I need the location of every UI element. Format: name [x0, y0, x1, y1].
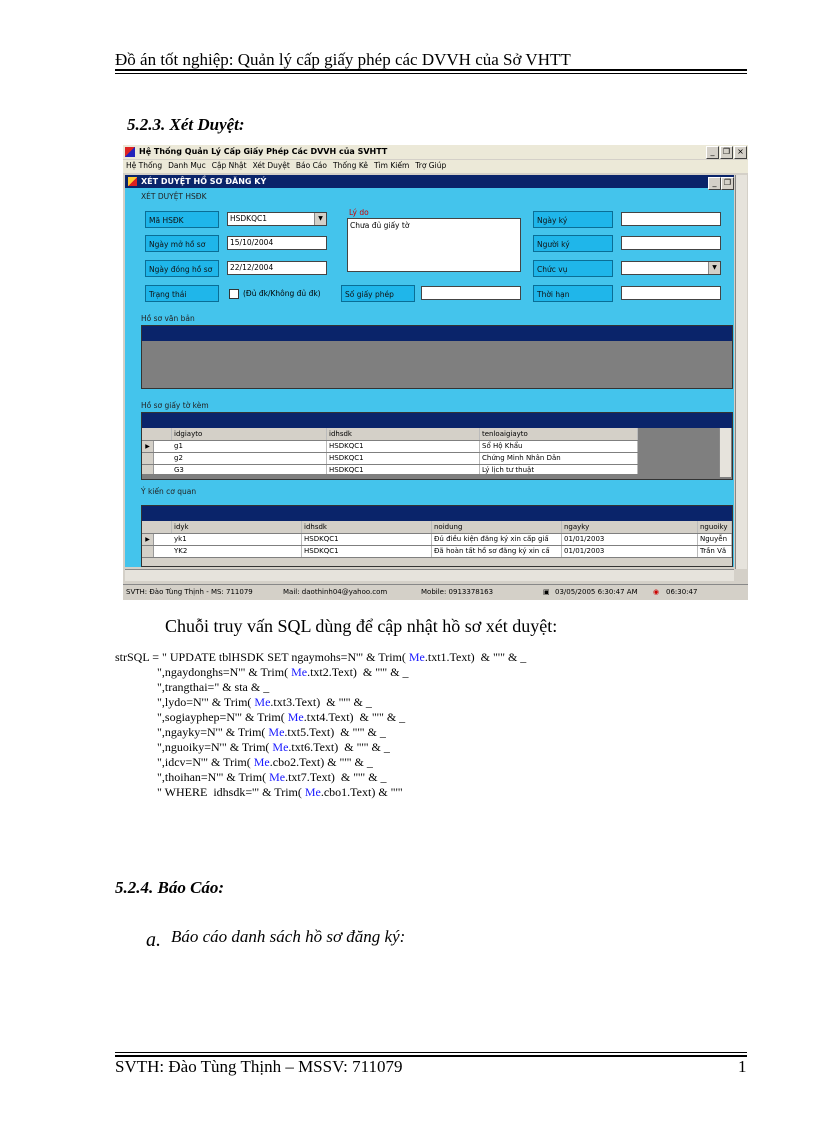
calendar-icon: ▣ [543, 588, 550, 596]
menu-item-bao-cao[interactable]: Báo Cáo [295, 161, 327, 170]
form-icon [128, 177, 137, 186]
page-number: 1 [738, 1057, 747, 1076]
sql-code-block [115, 650, 526, 800]
cell: yk1 [172, 534, 302, 545]
grid2-title: Hồ sơ giấy tờ kèm [141, 401, 209, 410]
ma-hsdk-combo[interactable] [227, 212, 327, 226]
cell: HSDKQC1 [327, 453, 480, 464]
form-titlebar [125, 175, 734, 188]
label-ngay-ky: Ngày ký [533, 211, 613, 228]
header-rule-thin [115, 73, 747, 74]
grid3-hscroll[interactable] [142, 558, 732, 566]
code-line: " WHERE idhsdk='" & Trim( Me.cbo1.Text) & "'" [115, 785, 403, 799]
grid2-header [142, 428, 638, 440]
code-line: ",thoihan=N'" & Trim( Me.txt7.Text) & "'" & _ [115, 770, 387, 784]
label-ly-do: Lý do [349, 208, 369, 217]
ngay-dong-field[interactable]: 22/12/2004 [227, 261, 327, 275]
section-heading-xet-duyet: 5.2.3. Xét Duyệt: [127, 115, 245, 134]
subsection-title: Báo cáo danh sách hồ sơ đăng ký: [171, 927, 406, 946]
menu-item-cap-nhat[interactable]: Cập Nhật [211, 161, 247, 170]
minimize-icon[interactable]: _ [706, 146, 719, 159]
ngay-ky-field[interactable] [621, 212, 721, 226]
label-chuc-vu: Chức vụ [533, 260, 613, 277]
nguoi-ky-field[interactable] [621, 236, 721, 250]
status-clock: 06:30:47 [666, 588, 698, 596]
cell: HSDKQC1 [302, 546, 432, 557]
col-tenloaigiayto[interactable]: tenloaigiayto [480, 428, 638, 440]
code-line: ",sogiayphep=N'" & Trim( Me.txt4.Text) & "'" & _ [115, 710, 406, 724]
label-trang-thai: Trạng thái [145, 285, 219, 302]
status-mobile: Mobile: 0913378163 [421, 588, 494, 596]
col-nguoiky[interactable]: nguoiky [698, 521, 732, 533]
menu-item-danh-muc[interactable]: Danh Mục [168, 161, 206, 170]
table-row[interactable] [142, 546, 732, 557]
cell: g1 [172, 441, 327, 452]
header-rule [115, 69, 747, 71]
form-restore-icon[interactable]: ❐ [721, 177, 734, 190]
label-nguoi-ky: Người ký [533, 235, 613, 252]
col-noidung[interactable]: noidung [432, 521, 562, 533]
ma-hsdk-value: HSDKQC1 [230, 214, 268, 223]
chuc-vu-combo[interactable] [621, 261, 721, 275]
group-title: XÉT DUYỆT HSĐK [141, 192, 207, 201]
table-row[interactable] [142, 465, 638, 474]
document-header: Đồ án tốt nghiệp: Quản lý cấp giấy phép các DVVH của Sở VHTT [115, 50, 571, 69]
giay-to-kem-grid[interactable] [141, 412, 733, 480]
chevron-down-icon[interactable]: ▼ [708, 262, 720, 274]
cell: Đã hoàn tất hồ sơ đăng ký xin cấ [432, 546, 562, 557]
col-idhsdk[interactable]: idhsdk [327, 428, 480, 440]
cell: G3 [172, 465, 327, 474]
label-so-giay-phep: Số giấy phép [341, 285, 415, 302]
code-line: ",ngayky=N'" & Trim( Me.txt5.Text) & "'" & _ [115, 725, 386, 739]
grid3-title: Ý kiến cơ quan [141, 487, 197, 496]
footer-rule-thin [115, 1052, 747, 1053]
code-line: ",lydo=N'" & Trim( Me.txt3.Text) & "'" & _ [115, 695, 372, 709]
code-line: ",ngaydonghs=N'" & Trim( Me.txt2.Text) & "'" & _ [115, 665, 409, 679]
ly-do-field[interactable]: Chưa đủ giấy tờ [347, 218, 521, 272]
menu-item-thong-ke[interactable]: Thống Kê [333, 161, 368, 170]
grid-caption-bar [142, 506, 732, 521]
app-titlebar [123, 145, 748, 159]
grid3-header [142, 521, 732, 533]
cell: YK2 [172, 546, 302, 557]
cell: 01/01/2003 [562, 546, 698, 557]
label-thoi-han: Thời hạn [533, 285, 613, 302]
cell: HSDKQC1 [302, 534, 432, 545]
status-bar [123, 584, 748, 600]
table-row[interactable] [142, 453, 638, 464]
status-mail: Mail: daothinh04@yahoo.com [283, 588, 388, 596]
status-datetime: 03/05/2005 6:30:47 AM [555, 588, 638, 596]
restore-icon[interactable]: ❐ [720, 146, 733, 159]
cell: g2 [172, 453, 327, 464]
menu-item-xet-duyet[interactable]: Xét Duyệt [252, 161, 290, 170]
cell: Chứng Minh Nhân Dân [480, 453, 638, 464]
cell: HSDKQC1 [327, 465, 480, 474]
cell: HSDKQC1 [327, 441, 480, 452]
app-icon [125, 147, 135, 157]
footer-author: SVTH: Đào Tùng Thịnh – MSSV: 711079 [115, 1057, 403, 1076]
chevron-down-icon[interactable]: ▼ [314, 213, 326, 225]
menu-item-tim-kiem[interactable]: Tìm Kiếm [373, 161, 410, 170]
caption: Chuỗi truy vấn SQL dùng để cập nhật hồ sơ xét duyệt: [165, 616, 558, 636]
main-hscroll[interactable] [125, 569, 734, 581]
cell: Đủ điều kiện đăng ký xin cấp giấ [432, 534, 562, 545]
app-screenshot [123, 145, 748, 600]
form-minimize-icon[interactable]: _ [708, 177, 721, 190]
grid1-title: Hồ sơ văn bản [141, 314, 195, 323]
grid-caption-bar [142, 326, 732, 341]
code-line: strSQL = " UPDATE tblHSDK SET ngaymohs=N'" & Trim( Me.txt1.Text) & "'" & _ [115, 650, 527, 664]
thoi-han-field[interactable] [621, 286, 721, 300]
label-ngay-dong: Ngày đóng hồ sơ [145, 260, 219, 277]
form-title: XÉT DUYỆT HỒ SƠ ĐĂNG KÝ [141, 177, 267, 186]
y-kien-co-quan-grid[interactable] [141, 505, 733, 567]
ho-so-van-ban-grid[interactable] [141, 325, 733, 389]
table-row[interactable] [142, 534, 732, 545]
label-ma-hsdk: Mã HSĐK [145, 211, 219, 228]
ngay-mo-field[interactable]: 15/10/2004 [227, 236, 327, 250]
clock-icon: ◉ [653, 588, 660, 596]
grid2-scrollbar[interactable] [719, 428, 731, 477]
cell: 01/01/2003 [562, 534, 698, 545]
close-icon[interactable]: × [734, 146, 747, 159]
menu-item-he-thong[interactable]: Hệ Thống [126, 161, 163, 170]
cell: Trần Vă [698, 546, 732, 557]
menu-item-tro-giup[interactable]: Trợ Giúp [415, 161, 447, 170]
grid-caption-bar [142, 413, 732, 428]
menu-bar [123, 160, 748, 173]
main-vscroll[interactable] [735, 175, 747, 569]
checkbox-label: (Đủ đk/Không đủ đk) [243, 289, 321, 298]
cell: Nguyễn [698, 534, 732, 545]
code-line: ",trangthai=" & sta & _ [115, 680, 270, 694]
cell: Lý lịch tư thuật [480, 465, 638, 474]
row-pointer-icon: ▶ [142, 534, 154, 545]
status-user: SVTH: Đào Tùng Thịnh - MS: 711079 [126, 588, 253, 596]
cell: Sổ Hộ Khẩu [480, 441, 638, 452]
label-ngay-mo: Ngày mở hồ sơ [145, 235, 219, 252]
code-line: ",nguoiky=N'" & Trim( Me.txt6.Text) & "'" & _ [115, 740, 390, 754]
child-form [125, 175, 734, 567]
trang-thai-checkbox[interactable] [229, 289, 239, 299]
row-pointer-icon: ▶ [142, 441, 154, 452]
col-idhsdk[interactable]: idhsdk [302, 521, 432, 533]
col-idgiayto[interactable]: idgiayto [172, 428, 327, 440]
code-line: ",idcv=N'" & Trim( Me.cbo2.Text) & "'" & _ [115, 755, 373, 769]
app-title: Hệ Thống Quản Lý Cấp Giấy Phép Các DVVH của SVHTT [139, 147, 388, 156]
section-heading-bao-cao: 5.2.4. Báo Cáo: [115, 878, 225, 897]
col-ngayky[interactable]: ngayky [562, 521, 698, 533]
table-row[interactable] [142, 441, 638, 452]
so-giay-phep-field[interactable] [421, 286, 521, 300]
subsection-letter: a. [146, 929, 161, 951]
col-idyk[interactable]: idyk [172, 521, 302, 533]
